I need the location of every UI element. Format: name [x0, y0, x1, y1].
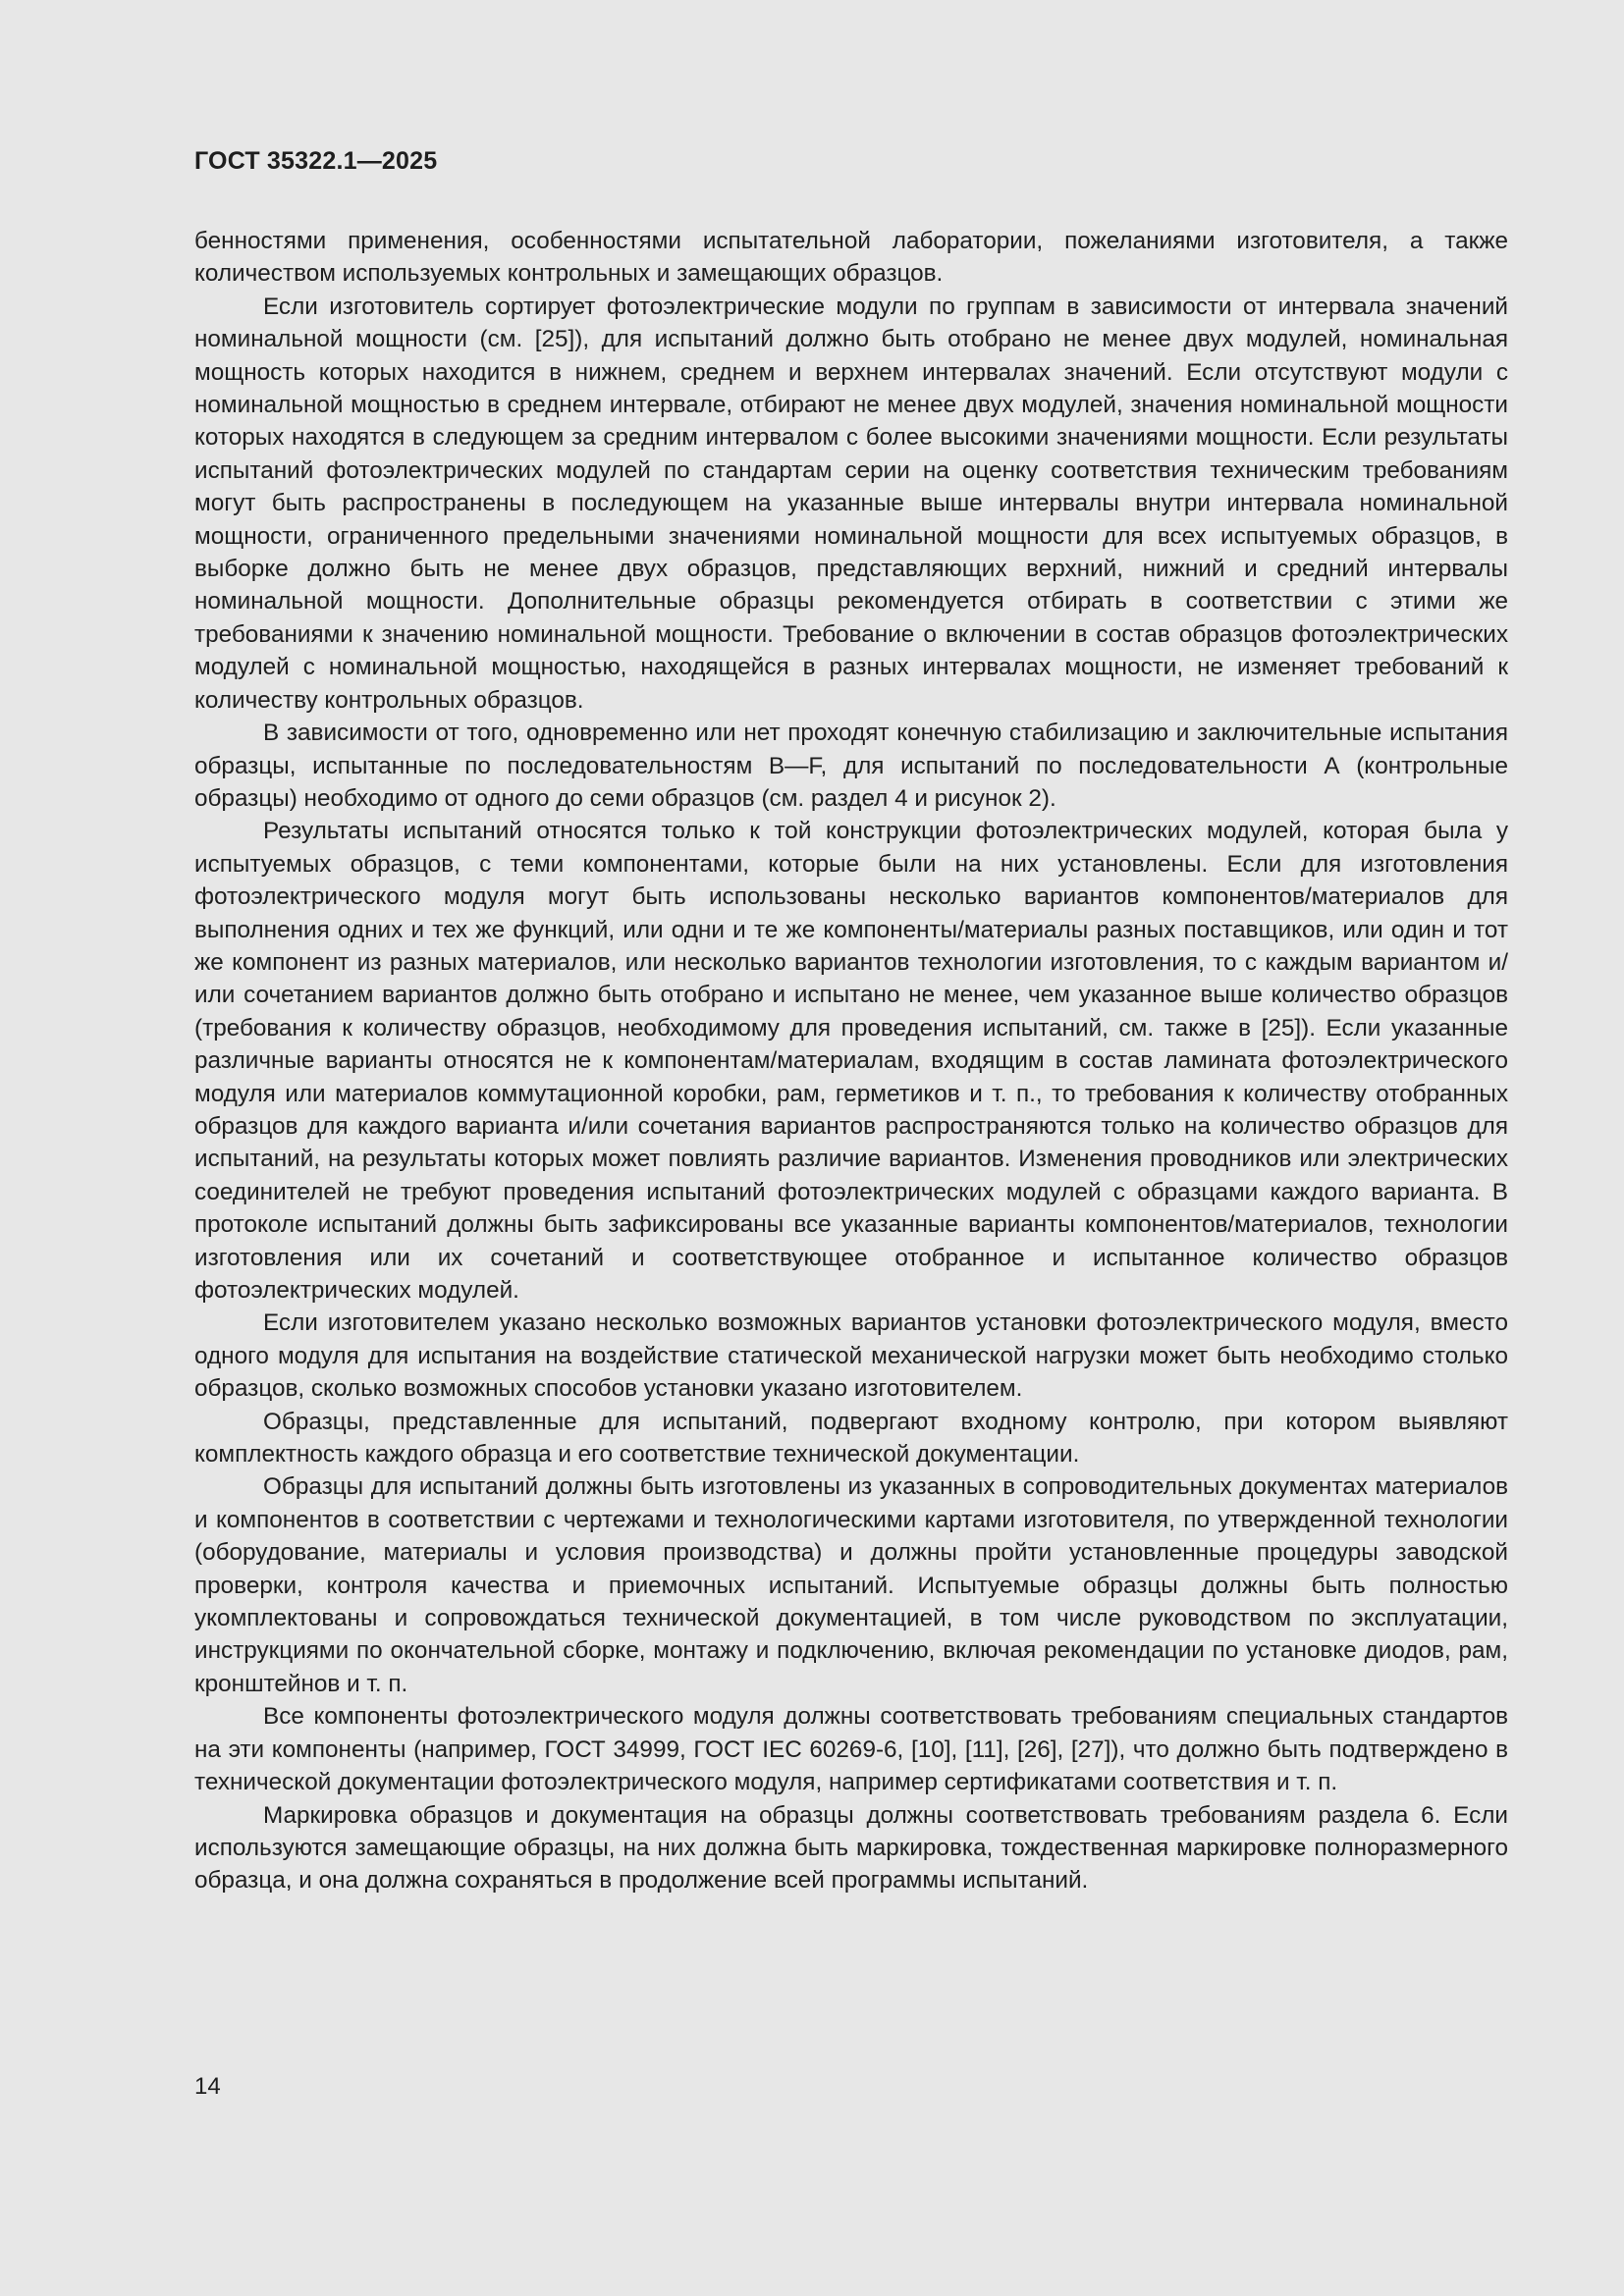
- paragraph-test-results-scope: Результаты испытаний относятся только к той конструкции фотоэлектрических модулей, которая была у испытуемых образцов, с теми компонентами, которые были на них установлены. Если для изготовления фотоэлектрического модуля могут быть использованы несколько вариантов компонентов/материалов для выполнения одних и тех же функций, или одни и те же компоненты/материалы разных поставщиков, или один и тот же компонент из разных материалов, или несколько вариантов технологии изготовления, то с каждым вариантом и/или сочетанием вариантов должно быть отобрано и испытано не менее, чем указанное выше количество образцов (требования к количеству образцов, необходимому для проведения испытаний, см. также в [25]). Если указанные различные варианты относятся не к компонентам/материалам, входящим в состав ламината фотоэлектрического модуля или материалов коммутационной коробки, рам, герметиков и т. п., то требования к количеству отобранных образцов для каждого варианта и/или сочетания вариантов распространяются только на количество образцов для испытаний, на результаты которых может повлиять различие вариантов. Изменения проводников или электрических соединителей не требуют проведения испытаний фотоэлектрических модулей с образцами каждого варианта. В протоколе испытаний должны быть зафиксированы все указанные варианты компонентов/материалов, технологии изготовления или их сочетаний и соответствующее отобранное и испытанное количество образцов фотоэлектрических модулей.: [194, 818, 1508, 1304]
- page-number: 14: [194, 2073, 221, 2100]
- paragraph-sample-manufacturing: Образцы для испытаний должны быть изготовлены из указанных в сопроводительных документах материалов и компонентов в соответствии с чертежами и технологическими картами изготовителя, по утвержденной технологии (оборудование, материалы и условия производства) и должны пройти установленные процедуры заводской проверки, контроля качества и приемочных испытаний. Испытуемые образцы должны быть полностью укомплектованы и сопровождаться технической документацией, в том числе руководством по эксплуатации, инструкциями по окончательной сборке, монтажу и подключению, включая рекомендации по установке диодов, рам, кронштейнов и т. п.: [194, 1473, 1508, 1697]
- paragraph-control-samples: В зависимости от того, одновременно или нет проходят конечную стабилизацию и заключительные испытания образцы, испытанные по последовательностям В—F, для испытаний по последовательности А (контрольные образцы) необходимо от одного до семи образцов (см. раздел 4 и рисунок 2).: [194, 720, 1508, 812]
- paragraph-mounting-variants: Если изготовителем указано несколько возможных вариантов установки фотоэлектрического модуля, вместо одного модуля для испытания на воздействие статической механической нагрузки может быть необходимо столько образцов, сколько возможных способов установки указано изготовителем.: [194, 1309, 1508, 1403]
- paragraph-component-standards: Все компоненты фотоэлектрического модуля должны соответствовать требованиям специальных стандартов на эти компоненты (например, ГОСТ 34999, ГОСТ IEC 60269-6, [10], [11], [26], [27]), что должно быть подтверждено в технической документации фотоэлектрического модуля, например сертификатами соответствия и т. п.: [194, 1703, 1508, 1796]
- document-header: ГОСТ 35322.1—2025: [194, 147, 438, 175]
- body-text: [194, 225, 1508, 1897]
- paragraph-incoming-inspection: Образцы, представленные для испытаний, подвергают входному контролю, при котором выявляют комплектность каждого образца и его соответствие технической документации.: [194, 1408, 1508, 1468]
- paragraph-power-intervals: Если изготовитель сортирует фотоэлектрические модули по группам в зависимости от интервала значений номинальной мощности (см. [25]), для испытаний должно быть отобрано не менее двух модулей, номинальная мощность которых находится в нижнем, среднем и верхнем интервалах значений. Если отсутствуют модули с номинальной мощностью в среднем интервале, отбирают не менее двух модулей, значения номинальной мощности которых находятся в следующем за средним интервалом с более высокими значениями мощности. Если результаты испытаний фотоэлектрических модулей по стандартам серии на оценку соответствия техническим требованиям могут быть распространены в последующем на указанные выше интервалы внутри интервала номинальной мощности, ограниченного предельными значениями номинальной мощности для всех испытуемых образцов, в выборке должно быть не менее двух образцов, представляющих верхний, нижний и средний интервалы номинальной мощности. Дополнительные образцы рекомендуется отбирать в соответствии с этими же требованиями к значению номинальной мощности. Требование о включении в состав образцов фотоэлектрических модулей с номинальной мощностью, находящейся в разных интервалах мощности, не изменяет требований к количеству контрольных образцов.: [194, 293, 1508, 714]
- paragraph-continuation: бенностями применения, особенностями испытательной лаборатории, пожеланиями изготовителя, а также количеством используемых контрольных и замещающих образцов.: [194, 228, 1508, 288]
- paragraph-marking: Маркировка образцов и документация на образцы должны соответствовать требованиям раздела 6. Если используются замещающие образцы, на них должна быть маркировка, тождественная маркировке полноразмерного образца, и она должна сохраняться в продолжение всей программы испытаний.: [194, 1801, 1508, 1895]
